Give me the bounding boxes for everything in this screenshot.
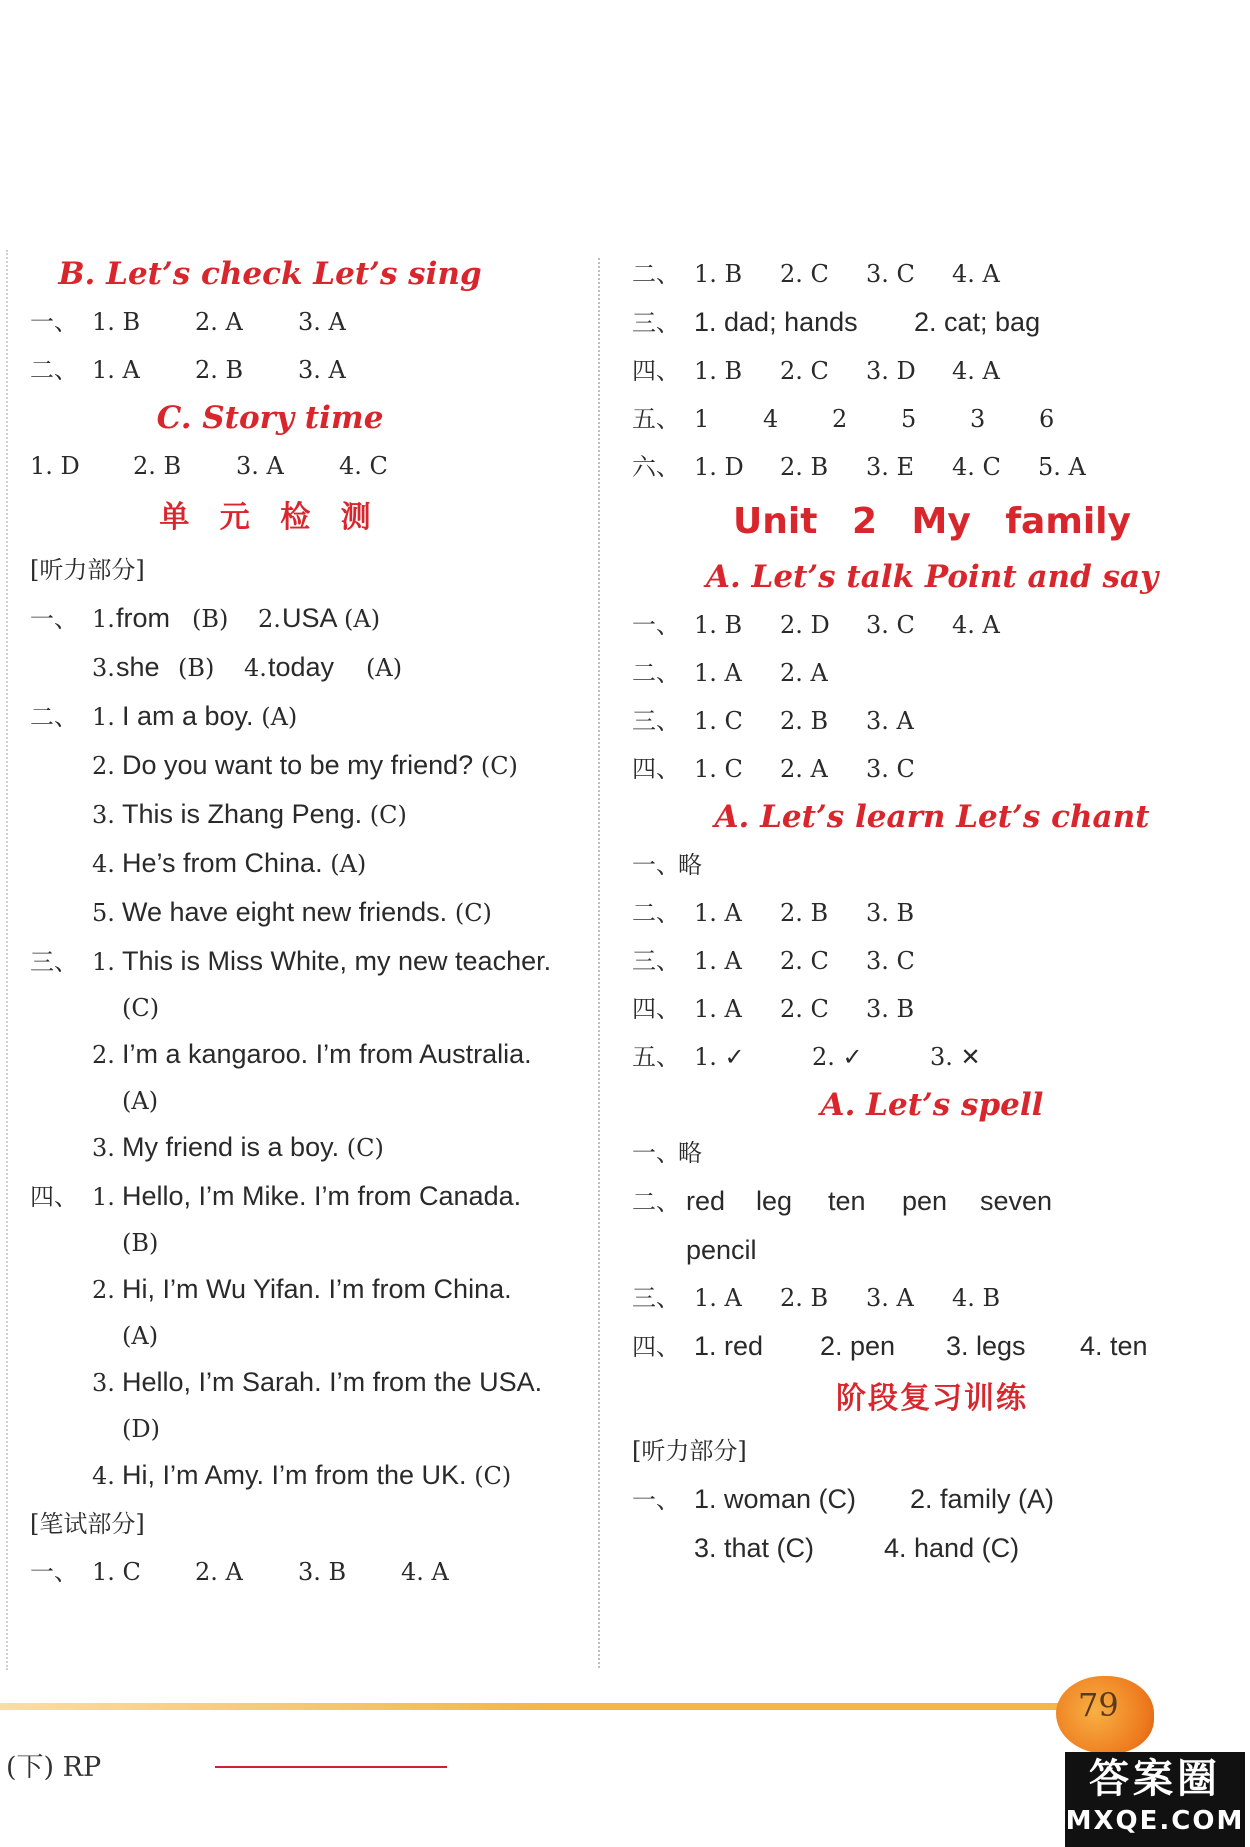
spell-word: pencil: [686, 1235, 757, 1265]
answer: 4. A: [401, 1558, 449, 1586]
page-edge: [6, 250, 8, 1670]
answer: 2. ✓: [812, 1043, 863, 1071]
row-label: 一、: [632, 611, 680, 639]
sentence-row: [30, 1265, 580, 1314]
sentence: Do you want to be my friend?: [122, 750, 474, 780]
answer: 2. D: [780, 611, 830, 639]
answer-row: [632, 1475, 1232, 1524]
answer: 3. A: [866, 1284, 914, 1312]
row-label: 一、: [632, 1486, 680, 1514]
answer-row: [632, 985, 1232, 1033]
spell-word: pen: [902, 1186, 948, 1216]
answer: 1. A: [92, 356, 140, 384]
row-label: 一、: [632, 851, 680, 879]
row-label: 二、: [30, 703, 78, 731]
answer-letter: (A): [122, 1322, 159, 1350]
answer-letter: (D): [122, 1415, 160, 1443]
answer: 1. B: [694, 260, 743, 288]
item-number: 5.: [92, 899, 115, 927]
sentence: Hi, I’m Amy. I’m from the UK.: [122, 1460, 467, 1490]
answer-row: [632, 443, 1232, 491]
answer: 3. ✕: [930, 1043, 981, 1071]
answer: 3. that (C): [694, 1533, 815, 1563]
answer-word: from: [116, 603, 170, 633]
sentence-row: [30, 741, 580, 790]
answer: 1. woman (C): [694, 1484, 857, 1514]
item-number: 3.: [92, 801, 115, 829]
column-divider: [598, 258, 600, 1668]
answer: 1. C: [694, 707, 743, 735]
answer-row: [632, 1129, 1232, 1177]
row-label: 六、: [632, 453, 680, 481]
answer: 1. D: [30, 452, 80, 480]
answer: 3. A: [298, 356, 346, 384]
item-number: 2.: [92, 1041, 115, 1069]
item-number: 4.: [244, 654, 267, 682]
watermark-logo: [1065, 1752, 1245, 1847]
written-label: [笔试部分]: [30, 1510, 145, 1538]
sentence-row: [30, 1123, 580, 1172]
answer: 4. C: [339, 452, 388, 480]
answer: 2: [832, 405, 848, 433]
answer: 3. legs: [946, 1331, 1026, 1361]
answer-letter: (C): [122, 994, 160, 1022]
sentence: Hello, I’m Mike. I’m from Canada.: [122, 1181, 522, 1211]
sentence-row: [30, 888, 580, 937]
row-label: 一、: [30, 308, 78, 336]
answer: 1. D: [694, 453, 744, 481]
answer: 3. C: [866, 755, 915, 783]
answer-row: [632, 395, 1232, 443]
answer-letter: (B): [122, 1229, 159, 1257]
row-label: 四、: [30, 1183, 78, 1211]
watermark-url: MXQE.COM: [1065, 1806, 1245, 1836]
review-heading: 阶段复习训练: [836, 1381, 1028, 1416]
answer: 2. B: [780, 453, 829, 481]
row-label: 五、: [632, 1043, 680, 1071]
answer: 4: [763, 405, 779, 433]
answer-row: [30, 298, 580, 346]
answer: 2. B: [133, 452, 182, 480]
sentence: I am a boy.: [122, 701, 254, 731]
answer-letter: (C): [474, 1462, 512, 1490]
sentence-row: [30, 1451, 580, 1500]
section-heading: A. Let’s learn Let’s chant: [714, 799, 1150, 835]
sentence-row: [30, 790, 580, 839]
item-number: 1.: [92, 703, 115, 731]
answer: 1. A: [694, 947, 742, 975]
answer-word: USA: [282, 603, 338, 633]
answer: 2. B: [195, 356, 244, 384]
answer: 3. C: [866, 260, 915, 288]
row-label: 五、: [632, 405, 680, 433]
answer: 2. family (A): [910, 1484, 1055, 1514]
row-label: 一、: [30, 605, 78, 633]
answer: 1. C: [694, 755, 743, 783]
answer-row: [632, 937, 1232, 985]
item-number: 2.: [92, 1276, 115, 1304]
watermark-text: 答案圈: [1089, 1756, 1221, 1802]
unit-test-heading: 单 元 检 测: [159, 500, 381, 535]
section-heading: A. Let’s talk Point and say: [705, 559, 1159, 595]
answer-letter: (B): [192, 605, 229, 633]
section-heading: C. Story time: [156, 400, 384, 436]
sentence-row: [30, 839, 580, 888]
answer-row: [30, 346, 580, 394]
answer: 2. A: [195, 308, 243, 336]
unit-title: Unit 2 My family: [733, 501, 1131, 542]
answer-row: [632, 1322, 1232, 1371]
answer: 3. D: [866, 357, 916, 385]
answer-row: [30, 1548, 580, 1596]
row-label: 三、: [632, 1284, 680, 1312]
spell-word: red: [686, 1186, 726, 1216]
row-label: 二、: [632, 1188, 680, 1216]
answer: 2. pen: [820, 1331, 896, 1361]
answer: 2. B: [780, 899, 829, 927]
sentence-row: [30, 1172, 580, 1221]
answer-row: [632, 697, 1232, 745]
answer-letter: (C): [369, 801, 407, 829]
answer-row: [632, 1274, 1232, 1322]
answer-row: [632, 1177, 1232, 1226]
row-label: 一、: [30, 1558, 78, 1586]
answer-word: today: [268, 652, 335, 682]
answer-letter: (A): [122, 1087, 159, 1115]
answer: 1. A: [694, 659, 742, 687]
answer: 1. A: [694, 1284, 742, 1312]
spell-word: seven: [980, 1186, 1053, 1216]
listening-label: [听力部分]: [30, 556, 145, 584]
answer: 1: [694, 405, 710, 433]
footer-rule: [0, 1703, 1085, 1710]
answer: 1. dad; hands: [694, 307, 858, 337]
answer-row: [30, 594, 580, 643]
item-number: 3.: [92, 1134, 115, 1162]
row-label: 二、: [632, 659, 680, 687]
section-heading: B. Let’s check Let’s sing: [58, 256, 482, 292]
answer: 4. A: [952, 357, 1000, 385]
answer: 4. C: [952, 453, 1001, 481]
row-label: 四、: [632, 755, 680, 783]
answer: 2. A: [780, 755, 828, 783]
answer-row: [30, 442, 580, 490]
footer-underline: [215, 1766, 447, 1768]
answer: 3. A: [236, 452, 284, 480]
row-label: 三、: [30, 948, 78, 976]
sentence: I’m a kangaroo. I’m from Australia.: [122, 1039, 532, 1069]
answer-letter: (C): [480, 752, 518, 780]
answer: 2. C: [780, 947, 829, 975]
answer: 3. A: [298, 308, 346, 336]
answer-row: [632, 1524, 1232, 1572]
answer: 1. A: [694, 995, 742, 1023]
answer-letter: (B): [178, 654, 215, 682]
sentence: We have eight new friends.: [122, 897, 448, 927]
row-label: 三、: [632, 947, 680, 975]
row-label: 三、: [632, 707, 680, 735]
row-label: 二、: [632, 260, 680, 288]
answer: 3: [970, 405, 986, 433]
answer: 2. C: [780, 995, 829, 1023]
answer-row: [632, 1033, 1232, 1081]
answer-row: [632, 601, 1232, 649]
answer: 3. E: [866, 453, 915, 481]
answer: 4. A: [952, 260, 1000, 288]
answer: 6: [1039, 405, 1055, 433]
item-number: 3.: [92, 1369, 115, 1397]
answer: 2. C: [780, 260, 829, 288]
sentence-row: [30, 1358, 580, 1407]
item-number: 1.: [92, 948, 115, 976]
answer-row: [30, 643, 580, 692]
listening-label: [听力部分]: [632, 1437, 747, 1465]
answer: 1. B: [694, 357, 743, 385]
answer: 2. C: [780, 357, 829, 385]
sentence: He’s from China.: [122, 848, 323, 878]
item-number: 1.: [92, 605, 115, 633]
answer: 1. A: [694, 899, 742, 927]
answer: 4. ten: [1080, 1331, 1148, 1361]
answer-letter: (C): [454, 899, 492, 927]
answer: 5: [901, 405, 917, 433]
row-label: 四、: [632, 357, 680, 385]
answer-row: [632, 841, 1232, 889]
item-number: 1.: [92, 1183, 115, 1211]
answer: 1. ✓: [694, 1043, 745, 1071]
answer-row: [632, 250, 1232, 298]
sentence: Hello, I’m Sarah. I’m from the USA.: [122, 1367, 543, 1397]
sentence-row: [30, 692, 580, 741]
row-label: 三、: [632, 309, 680, 337]
right-column: [632, 250, 1232, 1572]
answer: 2. B: [780, 1284, 829, 1312]
row-label: 一、: [632, 1139, 680, 1167]
answer: 略: [678, 851, 702, 879]
answer: 3. B: [866, 899, 915, 927]
page-number: 79: [1078, 1686, 1119, 1724]
answer: 4. A: [952, 611, 1000, 639]
row-label: 四、: [632, 1333, 680, 1361]
answer: 3. C: [866, 947, 915, 975]
answer: 3. B: [298, 1558, 347, 1586]
answer: 1. B: [694, 611, 743, 639]
answer-row: [632, 347, 1232, 395]
answer-letter: (A): [344, 605, 381, 633]
spell-word: leg: [756, 1186, 793, 1216]
footer-label: (下) RP: [6, 1752, 102, 1783]
answer: 2. B: [780, 707, 829, 735]
item-number: 2.: [92, 752, 115, 780]
row-label: 二、: [632, 899, 680, 927]
answer-row: [632, 649, 1232, 697]
item-number: 3.: [92, 654, 115, 682]
sentence-row: [30, 937, 580, 986]
sentence: This is Miss White, my new teacher.: [122, 946, 552, 976]
answer-row: [632, 298, 1232, 347]
spell-word: ten: [828, 1186, 866, 1216]
answer-row: [632, 1226, 1232, 1274]
answer: 2. cat; bag: [914, 307, 1041, 337]
sentence: This is Zhang Peng.: [122, 799, 363, 829]
left-column: [30, 250, 580, 1596]
answer: 4. B: [952, 1284, 1001, 1312]
answer: 略: [678, 1139, 702, 1167]
answer: 3. A: [866, 707, 914, 735]
answer: 1. B: [92, 308, 141, 336]
answer-letter: (C): [346, 1134, 384, 1162]
answer-row: [632, 889, 1232, 937]
item-number: 2.: [258, 605, 281, 633]
answer-row: [632, 745, 1232, 793]
answer: 2. A: [195, 1558, 243, 1586]
answer-letter: (A): [330, 850, 367, 878]
answer: 5. A: [1038, 453, 1086, 481]
answer-letter: (A): [261, 703, 298, 731]
sentence: Hi, I’m Wu Yifan. I’m from China.: [122, 1274, 512, 1304]
answer-letter: (A): [366, 654, 403, 682]
sentence: My friend is a boy.: [122, 1132, 340, 1162]
row-label: 二、: [30, 356, 78, 384]
answer: 1. red: [694, 1331, 764, 1361]
answer: 3. C: [866, 611, 915, 639]
answer: 4. hand (C): [884, 1533, 1020, 1563]
answer: 3. B: [866, 995, 915, 1023]
answer-word: she: [116, 652, 160, 682]
answer: 2. A: [780, 659, 828, 687]
section-heading: A. Let’s spell: [820, 1087, 1044, 1123]
row-label: 四、: [632, 995, 680, 1023]
item-number: 4.: [92, 850, 115, 878]
answer: 1. C: [92, 1558, 141, 1586]
item-number: 4.: [92, 1462, 115, 1490]
sentence-row: [30, 1030, 580, 1079]
